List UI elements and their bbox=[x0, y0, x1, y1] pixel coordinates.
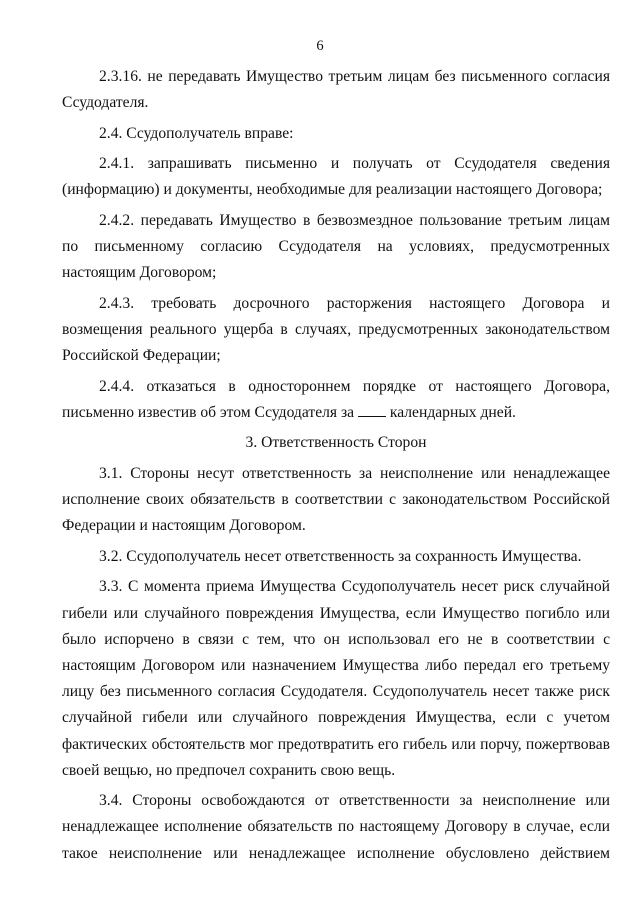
paragraph-2-4: 2.4. Ссудополучатель вправе: bbox=[99, 124, 294, 142]
document-body bbox=[62, 64, 610, 867]
blank-days-field bbox=[358, 403, 386, 417]
page-number: 6 bbox=[316, 38, 324, 54]
paragraph-3-2: 3.2. Ссудополучатель несет ответственность за сохранность Имущества. bbox=[99, 547, 582, 565]
paragraph-2-4-3: 2.4.3. требовать досрочного расторжения настоящего Договора и возмещения реального ущерба в случаях, предусмотренных законодательством Российской Федерации; bbox=[62, 294, 610, 365]
paragraph-2-3-16: 2.3.16. не передавать Имущество третьим лицам без письменного согласия Ссудодателя. bbox=[62, 68, 610, 112]
section-3-title: 3. Ответственность Сторон bbox=[245, 434, 427, 452]
paragraph-3-3: 3.3. С момента приема Имущества Ссудополучатель несет риск случайной гибели или случайного повреждения Имущества, если Имущество погибло или было испорчено в связи с тем, что он использовал его не в соответствии с настоящим Договором или назначением Имущества либо передал его третьему лицу без письменного согласия Ссудодателя. Ссудополучатель несет также риск случайной гибели или случайного повреждения Имущества, если с учетом фактических обстоятельств мог предотвратить его гибель или порчу, пожертвовав своей вещью, но предпочел сохранить свою вещь. bbox=[62, 578, 610, 779]
paragraph-2-4-4 bbox=[62, 374, 610, 426]
paragraph-2-4-2: 2.4.2. передавать Имущество в безвозмездное пользование третьим лицам по письменному согласию Ссудодателя на условиях, предусмотренных настоящим Договором; bbox=[62, 211, 610, 282]
paragraph-2-4-4-text-after: календарных дней. bbox=[389, 403, 516, 421]
paragraph-3-4: 3.4. Стороны освобождаются от ответственности за неисполнение или ненадлежащее исполнение обязательств по настоящему Договору в случае, если такое неисполнение или ненадлежащее исполнение обусловлено действием bbox=[62, 792, 610, 862]
paragraph-2-4-4-text-before: 2.4.4. отказаться в одностороннем порядке от настоящего Договора, письменно известив об этом Ссудодателя за bbox=[62, 377, 610, 421]
paragraph-3-1: 3.1. Стороны несут ответственность за неисполнение или ненадлежащее исполнение своих обязательств в соответствии с законодательством Российской Федерации и настоящим Договором. bbox=[62, 464, 610, 535]
paragraph-2-4-1: 2.4.1. запрашивать письменно и получать от Ссудодателя сведения (информацию) и документы, необходимые для реализации настоящего Договора; bbox=[62, 155, 610, 199]
